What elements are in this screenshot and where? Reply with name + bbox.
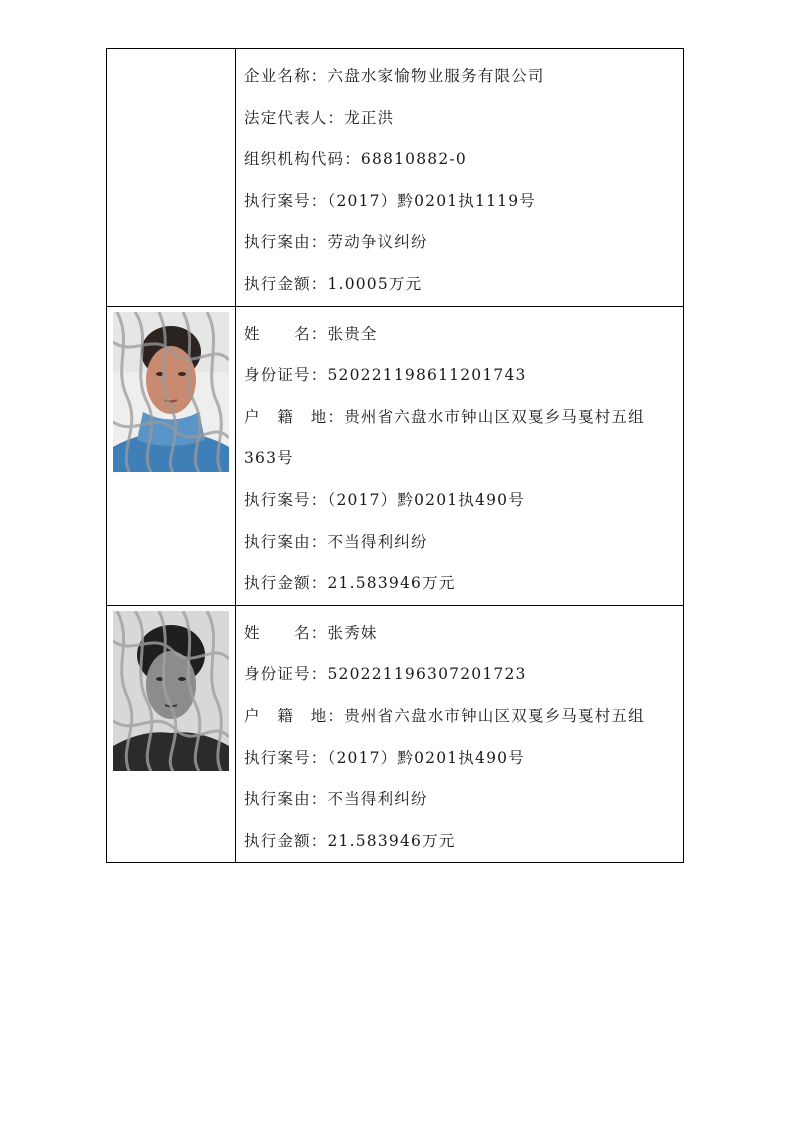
company-name-line: 企业名称：六盘水家愉物业服务有限公司 xyxy=(244,67,545,85)
info-cell xyxy=(236,49,684,307)
household-line: 户 籍 地：贵州省六盘水市钟山区双戛乡马戛村五组 xyxy=(244,407,645,426)
household-line-cont: 363号 xyxy=(244,449,294,468)
org-code-line: 组织机构代码：68810882-0 xyxy=(244,150,467,169)
amount-line: 执行金额：21.583946万元 xyxy=(244,831,456,850)
amount-line: 执行金额：21.583946万元 xyxy=(244,574,456,593)
case-number-line: 执行案号：（2017）黔0201执490号 xyxy=(244,748,525,767)
id-number-line: 身份证号：520221198611201743 xyxy=(244,366,527,385)
debtor-table xyxy=(106,48,684,863)
photo-cell xyxy=(107,605,236,863)
case-number-line: 执行案号：（2017）黔0201执1119号 xyxy=(244,191,536,210)
household-line: 户 籍 地：贵州省六盘水市钟山区双戛乡马戛村五组 xyxy=(244,706,645,725)
photo-cell-empty xyxy=(107,49,236,307)
person-photo-icon xyxy=(113,312,229,472)
record-row-person-2 xyxy=(107,605,684,863)
info-cell xyxy=(236,306,684,605)
record-row-company xyxy=(107,49,684,307)
name-line: 姓 名：张贵全 xyxy=(244,324,378,343)
info-cell xyxy=(236,605,684,863)
case-cause-line: 执行案由：劳动争议纠纷 xyxy=(244,233,428,252)
person-photo-icon xyxy=(113,611,229,771)
legal-rep-line: 法定代表人：龙正洪 xyxy=(244,108,395,127)
photo-cell xyxy=(107,306,236,605)
case-cause-line: 执行案由：不当得利纠纷 xyxy=(244,790,428,809)
record-row-person-1 xyxy=(107,306,684,605)
case-number-line: 执行案号：（2017）黔0201执490号 xyxy=(244,490,525,509)
name-line: 姓 名：张秀妹 xyxy=(244,623,378,642)
id-number-line: 身份证号：520221196307201723 xyxy=(244,665,527,684)
case-cause-line: 执行案由：不当得利纠纷 xyxy=(244,532,428,551)
amount-line: 执行金额：1.0005万元 xyxy=(244,274,423,293)
